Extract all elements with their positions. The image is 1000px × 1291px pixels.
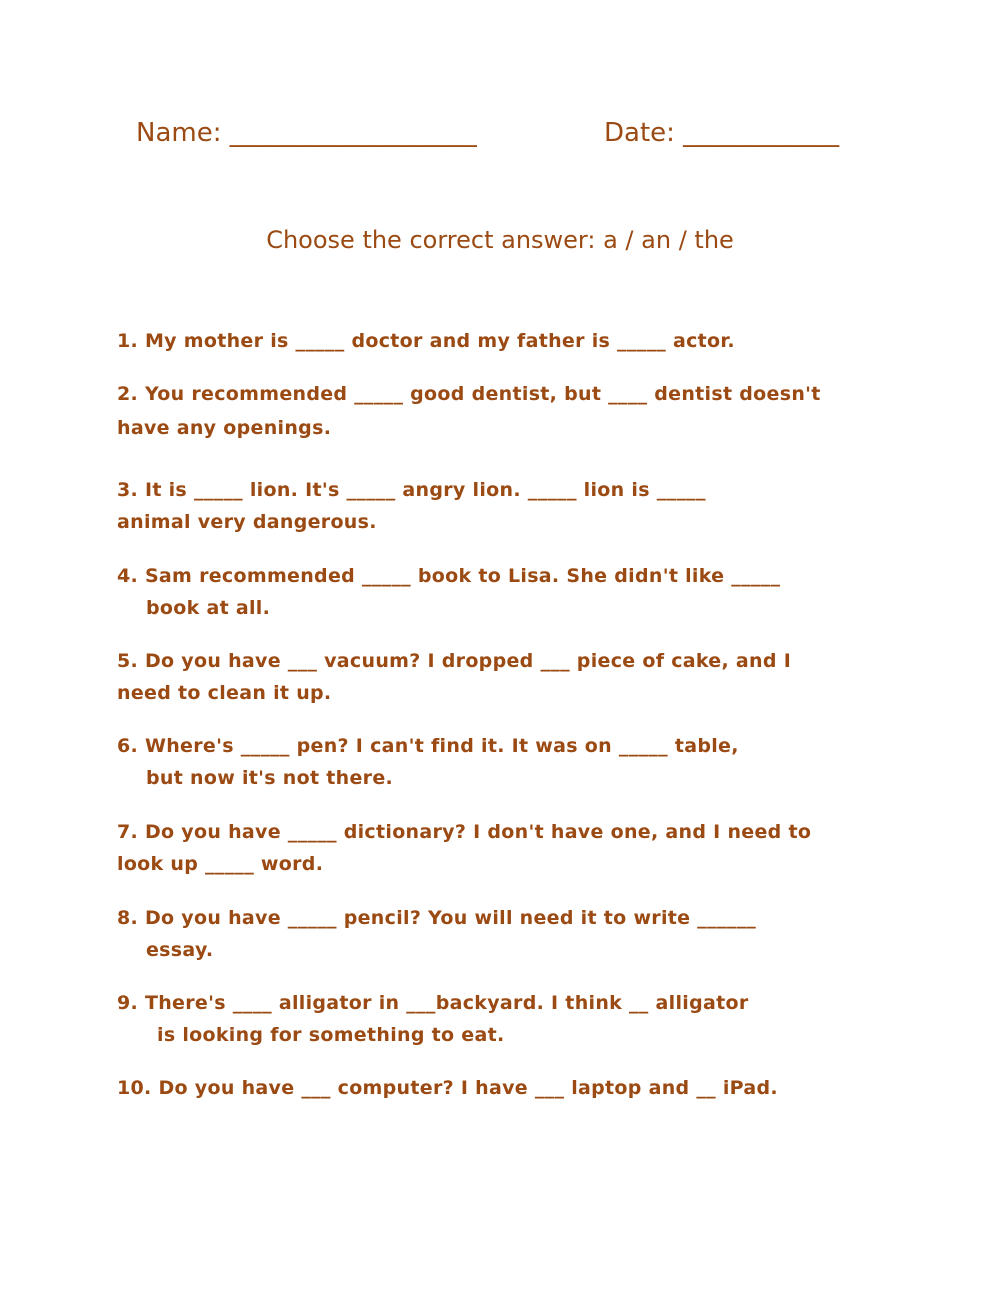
question-5-line-1: 5. Do you have ___ vacuum? I dropped ___ piece of cake, and I bbox=[117, 650, 792, 672]
date-field[interactable]: Date: ____________ bbox=[604, 118, 840, 148]
question-10-line-1: 10. Do you have ___ computer? I have ___ laptop and __ iPad. bbox=[117, 1077, 778, 1099]
question-4-line-1: 4. Sam recommended _____ book to Lisa. She didn't like _____ bbox=[117, 565, 781, 587]
question-8-line-1: 8. Do you have _____ pencil? You will need it to write ______ bbox=[117, 907, 757, 929]
question-5-line-2: need to clean it up. bbox=[117, 682, 332, 704]
question-8-line-2: essay. bbox=[146, 939, 214, 961]
question-6-line-2: but now it's not there. bbox=[146, 767, 394, 789]
question-7-line-2: look up _____ word. bbox=[117, 853, 324, 875]
question-2-line-1: 2. You recommended _____ good dentist, but ____ dentist doesn't bbox=[117, 383, 821, 405]
name-field[interactable]: Name: ___________________ bbox=[136, 118, 477, 148]
question-2-line-2: have any openings. bbox=[117, 417, 332, 439]
instruction-heading: Choose the correct answer: a / an / the bbox=[266, 226, 734, 254]
question-9-line-2: is looking for something to eat. bbox=[157, 1024, 505, 1046]
question-9-line-1: 9. There's ____ alligator in ___backyard. I think __ alligator bbox=[117, 992, 749, 1014]
question-1-line-1: 1. My mother is _____ doctor and my father is _____ actor. bbox=[117, 330, 735, 352]
question-6-line-1: 6. Where's _____ pen? I can't find it. It was on _____ table, bbox=[117, 735, 739, 757]
question-7-line-1: 7. Do you have _____ dictionary? I don't have one, and I need to bbox=[117, 821, 812, 843]
question-3-line-1: 3. It is _____ lion. It's _____ angry lion. _____ lion is _____ bbox=[117, 479, 706, 501]
question-4-line-2: book at all. bbox=[146, 597, 271, 619]
question-3-line-2: animal very dangerous. bbox=[117, 511, 377, 533]
